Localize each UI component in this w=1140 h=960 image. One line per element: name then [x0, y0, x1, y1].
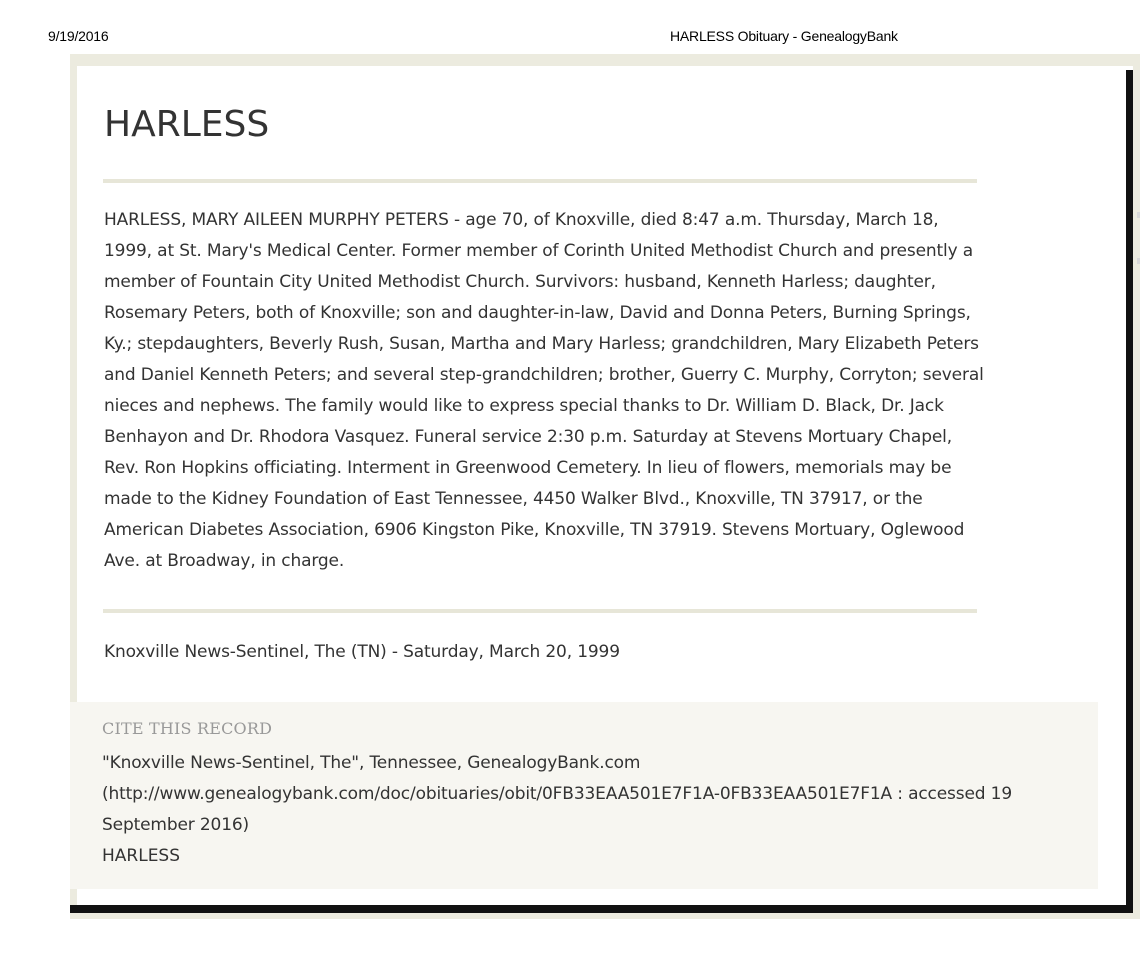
frame-top-border [70, 54, 1140, 66]
obituary-card [77, 66, 1126, 905]
frame-right-shadow [1126, 70, 1133, 912]
frame-right-border [1133, 66, 1140, 914]
publication-source: Knoxville News-Sentinel, The (TN) - Saturday, March 20, 1999 [104, 642, 620, 662]
frame-bottom-shadow [70, 905, 1133, 913]
frame-bottom-border [70, 913, 1140, 919]
citation-box [70, 702, 1098, 889]
divider [103, 179, 977, 183]
print-page-title: HARLESS Obituary - GenealogyBank [670, 28, 898, 44]
divider [103, 609, 977, 613]
citation-heading: CITE THIS RECORD [102, 719, 273, 738]
citation-text: "Knoxville News-Sentinel, The", Tennessee, GenealogyBank.com (http://www.genealogybank.com/doc/obituaries/obit/0FB33EAA501E7F1A-0FB33EAA501E7F1A : accessed 19 September 2016) [102, 753, 1013, 835]
obituary-text: HARLESS, MARY AILEEN MURPHY PETERS - age 70, of Knoxville, died 8:47 a.m. Thursday, March 18, 1999, at St. Mary's Medical Center. Former member of Corinth United Methodist Church and presently a member of Fountain City United Methodist Church. Survivors: husband, Kenneth Harless; daughter, Rosemary Peters, both of Knoxville; son and daughter-in-law, David and Donna Peters, Burning Springs, Ky.; stepdaughters, Beverly Rush, Susan, Martha and Mary Harless; grandchildren, Mary Elizabeth Peters and Daniel Kenneth Peters; and several step-grandchildren; brother, Guerry C. Murphy, Corryton; several nieces and nephews. The family would like to express special thanks to Dr. William D. Black, Dr. Jack Benhayon and Dr. Rhodora Vasquez. Funeral service 2:30 p.m. Saturday at Stevens Mortuary Chapel, Rev. Ron Hopkins officiating. Interment in Greenwood Cemetery. In lieu of flowers, memorials may be made to the Kidney Foundation of East Tennessee, 4450 Walker Blvd., Knoxville, TN 37917, or the American Diabetes Association, 6906 Kingston Pike, Knoxville, TN 37919. Stevens Mortuary, Oglewood Ave. at Broadway, in charge. [104, 210, 984, 571]
citation-record-name: HARLESS [102, 846, 181, 866]
obituary-title: HARLESS [104, 104, 270, 145]
print-date: 9/19/2016 [48, 28, 109, 44]
